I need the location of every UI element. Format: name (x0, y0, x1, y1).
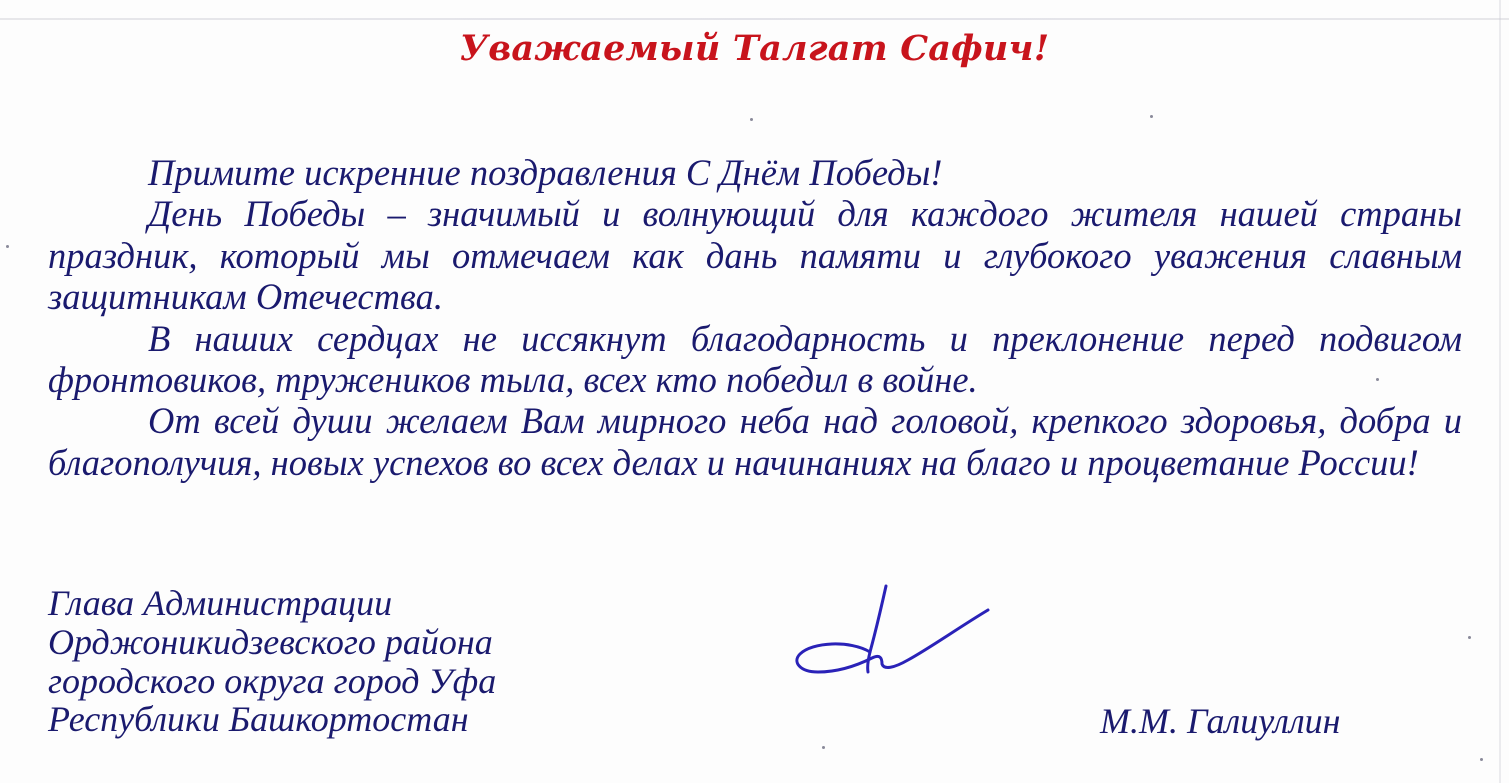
signatory-title-block (48, 584, 496, 739)
signatory-title-line: Республики Башкортостан (48, 699, 469, 740)
scan-edge-top (0, 18, 1509, 20)
scan-speck (1376, 378, 1379, 381)
signatory-name: М.М. Галиуллин (1100, 701, 1341, 741)
greeting-heading: Уважаемый Талгат Сафич! (459, 28, 1050, 69)
scan-speck (822, 746, 825, 749)
paragraph-wishes: От всей души желаем Вам мирного неба над головой, крепкого здоровья, добра и благополучия, новых успехов во всех делах и начинаниях на благо и процветание России! (48, 400, 1462, 483)
paragraph-victory-day: День Победы – значимый и волнующий для каждого жителя нашей страны праздник, который мы отмечаем как дань памяти и глубокого уважения славным защитникам Отечества. (48, 193, 1462, 318)
scan-speck (1150, 115, 1153, 118)
signatory-title-line: Орджоникидзевского района (48, 621, 493, 662)
signatory-title-line: городского округа город Уфа (48, 660, 497, 701)
paragraph-gratitude: В наших сердцах не иссякнут благодарность и преклонение перед подвигом фронтовиков, тружеников тыла, всех кто победил в войне. (48, 317, 1462, 401)
paragraph-congratulations: Примите искренние поздравления С Днём Победы! (148, 152, 943, 193)
handwritten-signature (790, 582, 1000, 687)
signatory-title-line: Глава Администрации (48, 583, 393, 623)
letter-body (48, 152, 1462, 483)
scan-speck (750, 118, 753, 121)
scan-speck (1480, 758, 1483, 761)
scan-speck (1468, 636, 1471, 639)
scan-edge-right (1499, 0, 1501, 783)
scan-speck (6, 245, 9, 248)
